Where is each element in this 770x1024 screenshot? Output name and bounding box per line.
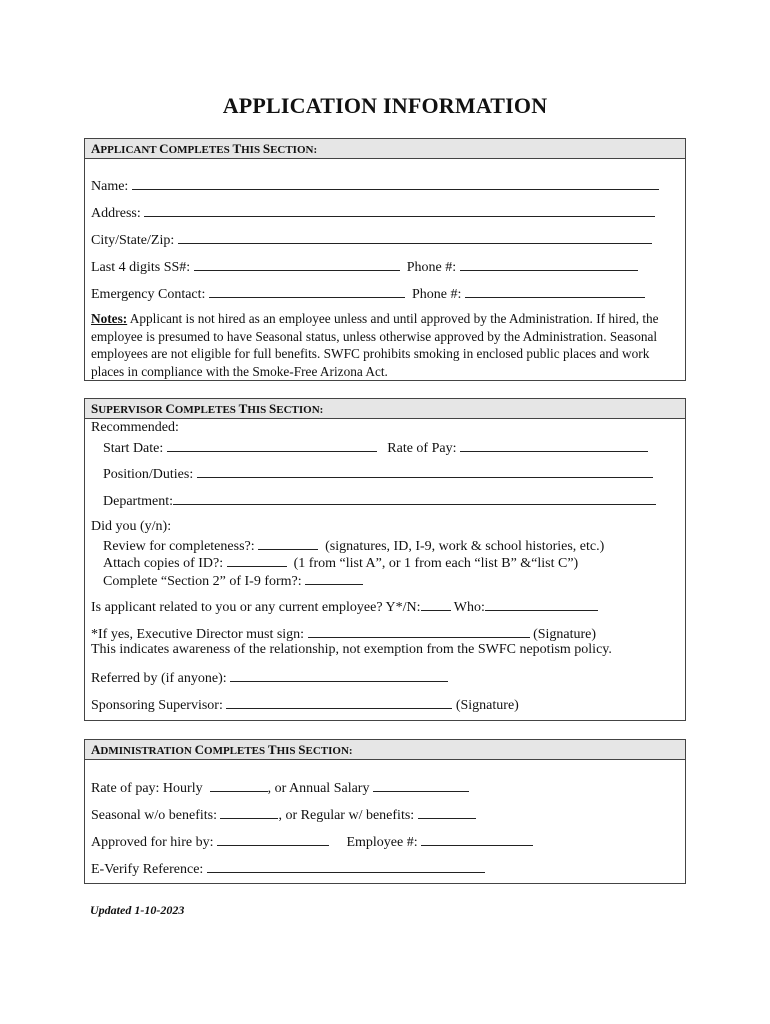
hourly-field[interactable]	[210, 778, 268, 792]
name-field[interactable]	[132, 176, 659, 190]
ssn-field[interactable]	[194, 257, 400, 271]
city-state-zip-field[interactable]	[178, 230, 652, 244]
position-duties-field[interactable]	[197, 464, 653, 478]
page-title: APPLICATION INFORMATION	[222, 93, 548, 118]
start-date-field[interactable]	[167, 438, 377, 452]
did-you-label: Did you (y/n):	[91, 519, 172, 534]
review-field[interactable]	[258, 536, 318, 550]
administration-section	[84, 739, 686, 884]
address-row: Address:	[91, 203, 655, 222]
referred-by-field[interactable]	[230, 668, 448, 682]
updated-date: Updated 1-10-2023	[90, 903, 185, 917]
i9-row: Complete “Section 2” of I-9 form?:	[91, 571, 363, 590]
director-signature-field[interactable]	[308, 624, 530, 638]
everify-field[interactable]	[207, 859, 485, 873]
related-field[interactable]	[421, 597, 451, 611]
emergency-contact-field[interactable]	[209, 284, 405, 298]
i9-field[interactable]	[305, 571, 363, 585]
applicant-section	[84, 138, 686, 381]
everify-row: E-Verify Reference:	[91, 859, 485, 878]
referred-row: Referred by (if anyone):	[91, 668, 448, 687]
supervisor-section-header: SUPERVISOR COMPLETES THIS SECTION:	[85, 399, 685, 419]
city-state-zip-row: City/State/Zip:	[91, 230, 652, 249]
position-row: Position/Duties:	[91, 464, 653, 483]
seasonal-field[interactable]	[220, 805, 278, 819]
regular-field[interactable]	[418, 805, 476, 819]
phone-field[interactable]	[460, 257, 638, 271]
department-row: Department:	[91, 491, 656, 510]
approved-row: Approved for hire by: Employee #:	[91, 832, 533, 851]
director-sign-row: *If yes, Executive Director must sign: (Signature)	[91, 624, 596, 643]
emergency-contact-row: Emergency Contact: Phone #:	[91, 284, 645, 303]
emergency-phone-field[interactable]	[465, 284, 645, 298]
who-field[interactable]	[485, 597, 598, 611]
related-row: Is applicant related to you or any current employee? Y*/N: Who:	[91, 597, 598, 616]
approved-by-field[interactable]	[217, 832, 329, 846]
applicant-section-header: APPLICANT COMPLETES THIS SECTION:	[85, 139, 685, 159]
administration-section-header: ADMINISTRATION COMPLETES THIS SECTION:	[85, 740, 685, 760]
department-field[interactable]	[173, 491, 656, 505]
start-date-row: Start Date: Rate of Pay:	[91, 438, 648, 457]
awareness-text: This indicates awareness of the relationship, not exemption from the SWFC nepotism policy.	[91, 642, 612, 657]
benefits-row: Seasonal w/o benefits: , or Regular w/ benefits:	[91, 805, 476, 824]
address-field[interactable]	[144, 203, 655, 217]
rate-row: Rate of pay: Hourly , or Annual Salary	[91, 778, 469, 797]
name-row: Name:	[91, 176, 659, 195]
review-row: Review for completeness?: (signatures, ID, I-9, work & school histories, etc.)	[91, 536, 604, 555]
recommended-label: Recommended:	[91, 420, 179, 435]
ssn-phone-row: Last 4 digits SS#: Phone #:	[91, 257, 638, 276]
supervisor-section	[84, 398, 686, 721]
rate-of-pay-field[interactable]	[460, 438, 648, 452]
attach-id-field[interactable]	[227, 553, 287, 567]
employee-number-field[interactable]	[421, 832, 533, 846]
sponsoring-row: Sponsoring Supervisor: (Signature)	[91, 695, 519, 714]
notes-paragraph: Notes: Applicant is not hired as an employee unless and until approved by the Administration. If hired, the employee is presumed to have Seasonal status, unless otherwise approved by the Administration. Seasonal employees are not eligible for full benefits. SWFC prohibits smoking in enclosed public places and work places in compliance with the Smoke-Free Arizona Act.	[91, 311, 659, 379]
sponsoring-signature-field[interactable]	[226, 695, 452, 709]
attach-id-row: Attach copies of ID?: (1 from “list A”, or 1 from each “list B” &“list C”)	[91, 553, 578, 572]
annual-salary-field[interactable]	[373, 778, 469, 792]
